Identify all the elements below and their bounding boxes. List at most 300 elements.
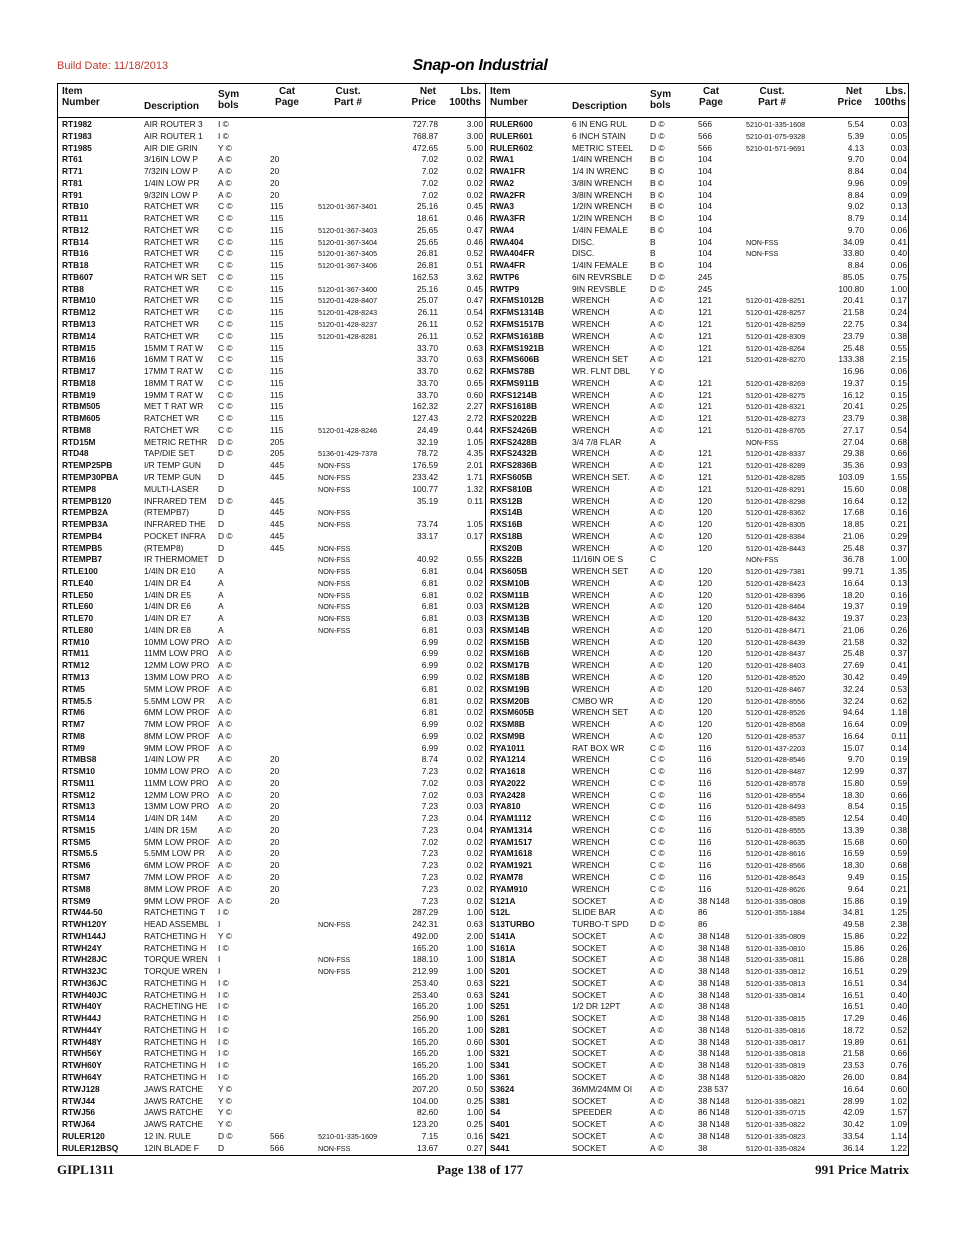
description-cell: I/R TEMP GUN	[144, 460, 201, 471]
item-number-cell: RTM5.5	[62, 695, 92, 706]
table-row	[58, 225, 485, 237]
item-number-cell: RTWH44Y	[62, 1024, 103, 1035]
table-row	[58, 413, 485, 425]
net-price-cell: 33.17	[417, 530, 438, 541]
cust-part-cell: 5210-01-075-9328	[746, 131, 806, 141]
table-row	[58, 295, 485, 307]
symbols-cell: I ©	[218, 1001, 229, 1012]
net-price-cell: 7.02	[421, 154, 438, 165]
description-cell: 5.5MM LOW PR	[144, 695, 205, 706]
cust-part-cell	[746, 225, 826, 237]
table-row	[58, 872, 485, 884]
symbols-cell: B ©	[650, 260, 665, 271]
cat-page-cell: 120	[698, 636, 712, 647]
net-price-cell: 27.04	[843, 436, 864, 447]
table-row	[58, 907, 485, 919]
cat-page-cell	[270, 978, 318, 990]
symbols-cell: C ©	[218, 283, 233, 294]
lbs-cell: 0.03	[466, 777, 483, 788]
lbs-cell: 0.24	[890, 307, 907, 318]
table-row	[486, 390, 909, 402]
table-row	[58, 601, 485, 613]
net-price-cell: 33.70	[417, 366, 438, 377]
lbs-cell: 0.06	[890, 224, 907, 235]
item-number-cell: S221	[490, 977, 510, 988]
cat-page-cell: 121	[698, 424, 712, 435]
item-number-cell: RYAM910	[490, 883, 528, 894]
cust-part-cell	[318, 1072, 396, 1084]
net-price-cell: 207.20	[412, 1083, 438, 1094]
lbs-cell: 0.40	[890, 1001, 907, 1012]
table-row	[486, 272, 909, 284]
symbols-cell: A ©	[650, 907, 664, 918]
lbs-cell: 0.03	[466, 601, 483, 612]
cat-page-cell: 116	[698, 801, 712, 812]
symbols-cell: C ©	[218, 389, 233, 400]
item-number-cell: RTSM12	[62, 789, 96, 800]
net-price-cell: 6.99	[421, 742, 438, 753]
cust-part-cell: 5120-01-428-8321	[746, 402, 806, 412]
description-cell: 6MM LOW PROF	[144, 860, 210, 871]
symbols-cell: A ©	[650, 613, 664, 624]
cat-page-cell: 115	[270, 319, 284, 330]
description-cell: WRENCH	[572, 295, 610, 306]
description-cell: 6IN REVRSBLE	[572, 271, 633, 282]
item-number-cell: RTEMPB2A	[62, 507, 109, 518]
item-number-cell: RYAM1921	[490, 860, 533, 871]
cust-part-cell: 5120-01-428-8237	[318, 320, 378, 330]
description-cell: SOCKET	[572, 1130, 607, 1141]
brand-logo: Snap-on Industrial	[412, 57, 548, 74]
cat-page-cell: 445	[270, 460, 284, 471]
item-number-cell: RXS20B	[490, 542, 523, 553]
net-price-cell: 19.37	[843, 377, 864, 388]
build-date: Build Date: 11/18/2013	[57, 60, 169, 72]
symbols-cell: A ©	[218, 895, 232, 906]
description-cell: 5.5MM LOW PR	[144, 848, 205, 859]
symbols-cell: A ©	[650, 601, 664, 612]
cat-page-cell: 38 N148	[698, 1060, 730, 1071]
net-price-cell: 33.80	[843, 248, 864, 259]
cust-part-cell	[318, 413, 396, 425]
left-table	[58, 119, 485, 1154]
symbols-cell: I ©	[218, 989, 229, 1000]
net-price-cell: 133.38	[838, 354, 864, 365]
net-price-cell: 17.68	[843, 507, 864, 518]
symbols-cell: C ©	[218, 366, 233, 377]
cat-page-cell	[270, 1084, 318, 1096]
table-row	[486, 625, 909, 637]
cat-page-cell: 566	[270, 1130, 284, 1141]
symbols-cell: A ©	[218, 813, 232, 824]
lbs-cell: 0.04	[466, 813, 483, 824]
description-cell: SOCKET	[572, 942, 607, 953]
cat-page-cell	[270, 484, 318, 496]
item-number-cell: RWA2FR	[490, 189, 526, 200]
cust-part-cell	[318, 1119, 396, 1131]
cust-part-cell: NON-FSS	[318, 920, 351, 930]
cat-page-cell: 86	[698, 919, 708, 930]
table-row	[486, 1048, 909, 1060]
lbs-cell: 0.63	[466, 342, 483, 353]
lbs-cell: 0.17	[466, 530, 483, 541]
cust-part-cell: 5120-01-335-0815	[746, 1014, 806, 1024]
cat-page-cell: 20	[270, 813, 280, 824]
cat-page-cell	[270, 907, 318, 919]
symbols-cell: A ©	[218, 742, 232, 753]
table-row	[58, 448, 485, 460]
table-row	[58, 625, 485, 637]
item-number-cell: RWTP6	[490, 271, 520, 282]
cust-part-cell: NON-FSS	[318, 578, 351, 588]
symbols-cell: B ©	[650, 154, 665, 165]
description-cell: JAWS RATCHE	[144, 1119, 204, 1130]
lbs-cell: 0.40	[890, 813, 907, 824]
table-row	[486, 484, 909, 496]
symbols-cell: Y ©	[218, 142, 232, 153]
description-cell: WRENCH	[572, 883, 610, 894]
cat-page-cell: 115	[270, 354, 284, 365]
symbols-cell: C ©	[218, 295, 233, 306]
symbols-cell: A ©	[650, 966, 664, 977]
symbols-cell: A ©	[650, 648, 664, 659]
item-number-cell: RTM8	[62, 730, 85, 741]
symbols-cell: A ©	[218, 766, 232, 777]
description-cell: 3/8IN WRENCH	[572, 189, 633, 200]
item-number-cell: RTWH60Y	[62, 1060, 103, 1071]
lbs-cell: 2.15	[890, 354, 907, 365]
lbs-cell: 0.52	[890, 1024, 907, 1035]
cust-part-cell: NON-FSS	[746, 249, 779, 259]
item-number-cell: RTBM505	[62, 401, 101, 412]
table-row	[58, 366, 485, 378]
item-number-cell: RYA1214	[490, 754, 526, 765]
lbs-cell: 0.02	[466, 189, 483, 200]
item-number-cell: RXFMS606B	[490, 354, 540, 365]
symbols-cell: A ©	[650, 954, 664, 965]
lbs-cell: 1.57	[890, 1107, 907, 1118]
item-number-cell: RXS18B	[490, 530, 523, 541]
header-cat-page: Cat Page	[275, 86, 299, 108]
net-price-cell: 9.49	[847, 872, 864, 882]
net-price-cell: 9.02	[847, 201, 864, 212]
symbols-cell: A ©	[218, 789, 232, 800]
lbs-cell: 0.02	[466, 636, 483, 647]
cust-part-cell	[746, 272, 826, 284]
description-cell: WRENCH	[572, 848, 610, 859]
lbs-cell: 0.02	[466, 166, 483, 177]
cat-page-cell	[270, 1096, 318, 1108]
symbols-cell: A ©	[218, 707, 232, 718]
cust-part-cell: 5120-01-428-8407	[318, 296, 378, 306]
cat-page-cell	[698, 366, 746, 378]
table-row	[486, 966, 909, 978]
table-row	[486, 872, 909, 884]
cat-page-cell	[270, 1001, 318, 1013]
item-number-cell: RTBM8	[62, 424, 91, 435]
symbols-cell: A ©	[650, 695, 664, 706]
cat-page-cell: 115	[270, 236, 284, 247]
symbols-cell: A ©	[650, 330, 664, 341]
lbs-cell: 2.00	[466, 930, 483, 941]
symbols-cell: C ©	[650, 848, 665, 859]
table-row	[58, 707, 485, 719]
lbs-cell: 0.02	[466, 683, 483, 694]
net-price-cell: 24.49	[417, 424, 438, 435]
description-cell: WRENCH	[572, 424, 610, 435]
table-row	[486, 1013, 909, 1025]
lbs-cell: 1.55	[890, 471, 907, 482]
cust-part-cell	[746, 260, 826, 272]
net-price-cell: 7.23	[421, 801, 438, 812]
table-row	[486, 507, 909, 519]
symbols-cell: A ©	[218, 683, 232, 694]
cust-part-cell	[318, 648, 396, 660]
cust-part-cell: NON-FSS	[318, 1143, 351, 1153]
net-price-cell: 23.53	[843, 1060, 864, 1071]
table-row	[486, 472, 909, 484]
lbs-cell: 0.16	[890, 507, 907, 518]
lbs-cell: 0.12	[890, 495, 907, 506]
item-number-cell: RTBM12	[62, 307, 96, 318]
table-row	[486, 119, 909, 131]
item-number-cell: RXFS1214B	[490, 389, 538, 400]
net-price-cell: 33.70	[417, 354, 438, 365]
cat-page-cell	[270, 143, 318, 155]
lbs-cell: 0.49	[890, 671, 907, 682]
lbs-cell: 0.37	[890, 766, 907, 777]
cat-page-cell: 121	[698, 460, 712, 471]
net-price-cell: 8.84	[847, 260, 864, 271]
item-number-cell: RTB607	[62, 271, 94, 282]
table-row	[486, 237, 909, 249]
table-row	[486, 543, 909, 555]
item-number-cell: RTWH48Y	[62, 1036, 103, 1047]
description-cell: 13MM LOW PRO	[144, 801, 210, 812]
net-price-cell: 18.30	[843, 789, 864, 800]
net-price-cell: 20.41	[843, 401, 864, 412]
table-row	[58, 260, 485, 272]
symbols-cell: A ©	[218, 189, 232, 200]
cust-part-cell: NON-FSS	[318, 967, 351, 977]
item-number-cell: S321	[490, 1048, 510, 1059]
table-row	[486, 1119, 909, 1131]
symbols-cell: C ©	[218, 330, 233, 341]
symbols-cell: C ©	[218, 377, 233, 388]
description-cell: RATCHET WR	[144, 283, 200, 294]
cust-part-cell	[318, 743, 396, 755]
item-number-cell: RWA4FR	[490, 260, 526, 271]
net-price-cell: 6.99	[421, 719, 438, 730]
symbols-cell: A ©	[650, 589, 664, 600]
description-cell: RATCHETING H	[144, 1048, 207, 1059]
net-price-cell: 12.99	[843, 766, 864, 777]
lbs-cell: 2.38	[890, 919, 907, 930]
table-row	[486, 990, 909, 1002]
lbs-cell: 0.63	[466, 977, 483, 988]
lbs-cell: 0.29	[890, 966, 907, 977]
item-number-cell: RXFMS1314B	[490, 307, 544, 318]
description-cell: 7/32IN LOW P	[144, 166, 198, 177]
symbols-cell: D ©	[218, 436, 233, 447]
cust-part-cell: NON-FSS	[318, 614, 351, 624]
table-row	[58, 860, 485, 872]
net-price-cell: 34.09	[843, 236, 864, 247]
cat-page-cell: 116	[698, 813, 712, 824]
item-number-cell: RTSM10	[62, 766, 96, 777]
item-number-cell: RTB11	[62, 213, 89, 224]
cat-page-cell: 445	[270, 507, 284, 518]
cat-page-cell: 20	[270, 789, 280, 800]
table-row	[58, 190, 485, 202]
cat-page-cell: 566	[270, 1142, 284, 1153]
cat-page-cell: 38 N148	[698, 930, 730, 941]
symbols-cell: B ©	[650, 213, 665, 224]
net-price-cell: 30.42	[843, 1119, 864, 1130]
description-cell: 1/4IN DR E5	[144, 589, 192, 600]
cat-page-cell: 115	[270, 330, 284, 341]
lbs-cell: 1.00	[466, 907, 483, 918]
description-cell: 1/4IN FEMALE	[572, 260, 628, 271]
net-price-cell: 26.11	[417, 330, 438, 341]
lbs-cell: 3.62	[466, 271, 483, 282]
net-price-cell: 42.09	[843, 1107, 864, 1118]
cat-page-cell: 116	[698, 777, 712, 788]
symbols-cell: D ©	[650, 119, 665, 129]
description-cell: SOCKET	[572, 1072, 607, 1083]
lbs-cell: 0.02	[466, 707, 483, 718]
description-cell: 3/16IN LOW P	[144, 154, 198, 165]
lbs-cell: 0.40	[890, 248, 907, 259]
table-row	[486, 413, 909, 425]
net-price-cell	[396, 543, 440, 555]
net-price-cell: 27.17	[843, 424, 864, 435]
cat-page-cell: 104	[698, 224, 712, 235]
lbs-cell: 0.15	[890, 377, 907, 388]
symbols-cell: D	[218, 1142, 225, 1153]
item-number-cell: RTMBS8	[62, 754, 97, 765]
net-price-cell: 21.58	[843, 1048, 864, 1059]
net-price-cell: 25.07	[417, 295, 438, 306]
net-price-cell: 165.20	[412, 1072, 438, 1083]
net-price-cell: 15.86	[843, 942, 864, 953]
net-price-cell: 16.51	[843, 966, 864, 977]
lbs-cell: 0.02	[466, 719, 483, 730]
item-number-cell: RTSM15	[62, 824, 96, 835]
lbs-cell: 0.04	[890, 154, 907, 165]
cust-part-cell: 5120-01-335-0822	[746, 1120, 806, 1130]
symbols-cell: A ©	[650, 577, 664, 588]
cat-page-cell: 38 N148	[698, 1048, 730, 1059]
symbols-cell: C ©	[218, 424, 233, 435]
symbols-cell: A ©	[650, 1048, 664, 1059]
lbs-cell: 0.53	[890, 683, 907, 694]
description-cell: 3/4 7/8 FLAR	[572, 436, 622, 447]
description-cell: AIR ROUTER 1	[144, 130, 203, 141]
cust-part-cell: 5120-01-428-8285	[746, 472, 806, 482]
lbs-cell: 0.52	[466, 248, 483, 259]
lbs-cell: 1.05	[466, 436, 483, 447]
cat-page-cell: 120	[698, 542, 712, 553]
footer-page-number: Page 138 of 177	[436, 1162, 524, 1177]
description-cell: TORQUE WREN	[144, 954, 208, 965]
net-price-cell: 26.11	[417, 307, 438, 318]
lbs-cell: 2.01	[466, 460, 483, 471]
item-number-cell: RTLE60	[62, 601, 94, 612]
item-number-cell: RTW44-50	[62, 907, 103, 918]
table-row	[58, 801, 485, 813]
symbols-cell: A	[218, 577, 224, 588]
item-number-cell: RTM6	[62, 707, 85, 718]
cat-page-cell: 120	[698, 519, 712, 530]
cust-part-cell: 5120-01-428-8643	[746, 873, 806, 882]
item-number-cell: RXFMS1517B	[490, 319, 544, 330]
table-row	[58, 719, 485, 731]
table-row	[486, 531, 909, 543]
cat-page-cell: 120	[698, 566, 712, 577]
net-price-cell: 23.79	[843, 330, 864, 341]
net-price-cell: 7.23	[421, 860, 438, 871]
cat-page-cell: 566	[698, 142, 712, 153]
cust-part-cell: NON-FSS	[318, 625, 351, 635]
table-row	[486, 743, 909, 755]
symbols-cell: I ©	[218, 977, 229, 988]
cust-part-cell	[318, 637, 396, 649]
item-number-cell: RTEMPB7	[62, 554, 103, 565]
cat-page-cell: 121	[698, 471, 712, 482]
net-price-cell: 768.87	[412, 130, 438, 141]
cat-page-cell: 104	[698, 189, 712, 200]
net-price-cell: 16.51	[843, 977, 864, 988]
net-price-cell	[396, 507, 440, 519]
description-cell: TORQUE WREN	[144, 966, 208, 977]
cat-page-cell	[270, 684, 318, 696]
description-cell: WRENCH SET	[572, 354, 629, 365]
item-number-cell: RTD48	[62, 448, 89, 459]
item-number-cell: RTEMPB120	[62, 495, 112, 506]
cat-page-cell: 245	[698, 283, 712, 294]
net-price-cell: 33.70	[417, 342, 438, 353]
table-row	[486, 1084, 909, 1096]
cust-part-cell: 5120-01-367-3405	[318, 249, 378, 259]
header-cust-part: Cust. Part #	[758, 86, 786, 108]
cat-page-cell	[270, 578, 318, 590]
description-cell: INFRARED THE	[144, 519, 206, 530]
lbs-cell: 0.47	[466, 224, 483, 235]
cust-part-cell: 5120-01-428-8537	[746, 731, 806, 741]
lbs-cell: 1.09	[890, 1119, 907, 1130]
lbs-cell: 0.03	[890, 119, 907, 129]
symbols-cell: A ©	[650, 530, 664, 541]
cust-part-cell: NON-FSS	[746, 555, 779, 565]
table-row	[58, 943, 485, 955]
description-cell: 1/4IN DR E6	[144, 601, 192, 612]
description-cell: 1/4IN LOW PR	[144, 754, 200, 765]
description-cell: 1/4IN FEMALE	[572, 224, 628, 235]
description-cell: WRENCH	[572, 542, 610, 553]
cust-part-cell: 5120-01-335-0817	[746, 1037, 806, 1047]
header-symbols: Sym bols	[650, 89, 672, 111]
symbols-cell: A ©	[650, 507, 664, 518]
table-row	[58, 425, 485, 437]
net-price-cell: 49.58	[843, 919, 864, 930]
table-row	[486, 331, 909, 343]
lbs-cell: 0.45	[466, 283, 483, 294]
lbs-cell: 0.09	[890, 189, 907, 200]
net-price-cell: 7.23	[421, 848, 438, 859]
table-row	[58, 931, 485, 943]
net-price-cell: 35.36	[843, 460, 864, 471]
